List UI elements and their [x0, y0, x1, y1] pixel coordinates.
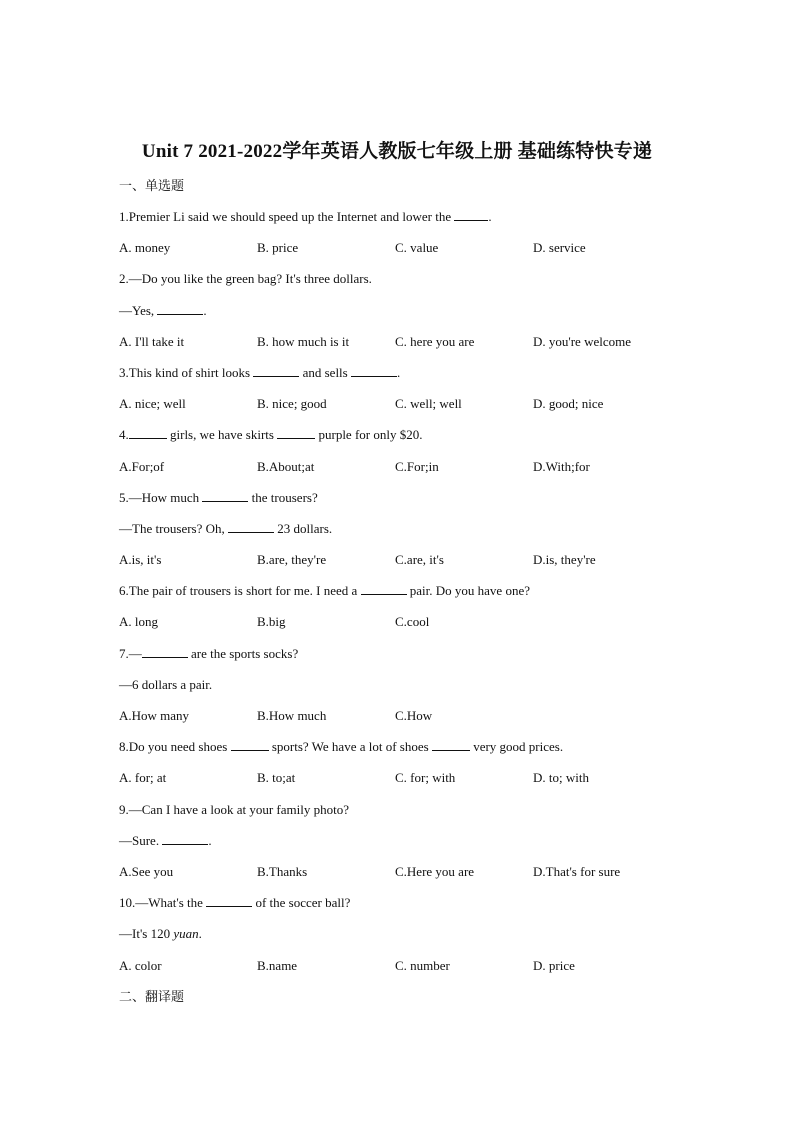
- option-row: [119, 238, 719, 269]
- question-stem: 9.—Can I have a look at your family photo?: [119, 801, 349, 817]
- option-row: [119, 706, 719, 737]
- option-d: D.That's for sure: [533, 863, 621, 879]
- option-d: D. service: [533, 240, 586, 256]
- option-c: C. for; with: [395, 770, 456, 786]
- option-c: C.Here you are: [395, 863, 475, 879]
- option-c: C.How: [395, 708, 433, 723]
- option-row: [119, 550, 719, 581]
- option-d: D.With;for: [533, 458, 590, 474]
- option-a: A. for; at: [119, 770, 167, 786]
- answer-blank: [228, 520, 274, 533]
- section-heading-translation: 二、翻译题: [119, 988, 185, 1004]
- option-d: D. good; nice: [533, 396, 604, 412]
- answer-blank: [432, 738, 470, 751]
- option-row: [119, 768, 719, 799]
- option-row: [119, 457, 719, 488]
- option-d: D. to; with: [533, 770, 589, 786]
- answer-blank: [157, 302, 203, 315]
- question-reply: —6 dollars a pair.: [119, 676, 213, 692]
- option-c: C. number: [395, 957, 450, 973]
- question-reply: —Sure. .: [119, 832, 212, 848]
- question-stem: 1.Premier Li said we should speed up the Internet and lower the .: [119, 209, 492, 224]
- answer-blank: [361, 582, 407, 595]
- answer-blank: [253, 364, 299, 377]
- answer-blank: [277, 426, 315, 439]
- answer-blank: [454, 208, 488, 221]
- answer-blank: [129, 426, 167, 439]
- question-stem: 7.— are the sports socks?: [119, 645, 299, 661]
- option-b: B. nice; good: [257, 396, 327, 412]
- option-c: C.cool: [395, 614, 430, 630]
- option-d: D. price: [533, 957, 575, 973]
- option-c: C. value: [395, 240, 439, 256]
- question-reply: —The trousers? Oh, 23 dollars.: [119, 520, 333, 536]
- answer-blank: [202, 489, 248, 502]
- answer-blank: [162, 832, 208, 845]
- question-stem: 5.—How much the trousers?: [119, 489, 318, 505]
- option-b: B.How much: [257, 708, 327, 723]
- option-a: A.See you: [119, 863, 174, 879]
- question-reply: —It's 120 yuan.: [119, 926, 202, 942]
- question-stem: 3.This kind of shirt looks and sells .: [119, 364, 401, 380]
- option-row: [119, 394, 719, 425]
- question-stem: 8.Do you need shoes sports? We have a lot of shoes very good prices.: [119, 739, 564, 755]
- section-heading-single-choice: 一、单选题: [119, 178, 185, 193]
- option-d: D.is, they're: [533, 552, 596, 568]
- answer-blank: [206, 894, 252, 907]
- answer-blank: [351, 364, 397, 377]
- option-a: A. I'll take it: [119, 333, 185, 349]
- option-a: A.For;of: [119, 458, 165, 474]
- option-b: B. price: [257, 240, 299, 256]
- option-b: B. to;at: [257, 770, 296, 786]
- option-a: A. long: [119, 614, 158, 630]
- option-a: A. money: [119, 240, 171, 256]
- page-title: Unit 7 2021-2022学年英语人教版七年级上册 基础练特快专递: [141, 141, 653, 162]
- option-a: A.How many: [119, 708, 190, 723]
- option-c: C. here you are: [395, 333, 475, 349]
- option-d: D. you're welcome: [533, 333, 632, 349]
- option-a: A. nice; well: [119, 396, 186, 412]
- option-row: [119, 612, 719, 643]
- question-stem: 4. girls, we have skirts purple for only $20.: [119, 427, 423, 443]
- document-body: [119, 176, 719, 1018]
- question-stem: 10.—What's the of the soccer ball?: [119, 895, 351, 911]
- option-b: B.are, they're: [257, 552, 327, 568]
- option-c: C.For;in: [395, 458, 439, 474]
- option-row: [119, 956, 719, 987]
- question-stem: 6.The pair of trousers is short for me. I need a pair. Do you have one?: [119, 583, 530, 599]
- option-b: B.Thanks: [257, 863, 308, 879]
- italic-word: yuan: [173, 926, 199, 942]
- option-a: A. color: [119, 957, 162, 973]
- question-stem: 2.—Do you like the green bag? It's three dollars.: [119, 271, 372, 287]
- option-b: B.About;at: [257, 458, 315, 474]
- option-row: [119, 862, 719, 893]
- option-c: C. well; well: [395, 396, 462, 412]
- option-row: [119, 332, 719, 363]
- option-c: C.are, it's: [395, 552, 444, 568]
- answer-blank: [142, 645, 188, 658]
- option-b: B. how much is it: [257, 333, 350, 349]
- answer-blank: [231, 738, 269, 751]
- option-b: B.big: [257, 614, 286, 630]
- question-reply: —Yes, .: [119, 302, 207, 318]
- option-b: B.name: [257, 957, 298, 973]
- option-a: A.is, it's: [119, 552, 162, 568]
